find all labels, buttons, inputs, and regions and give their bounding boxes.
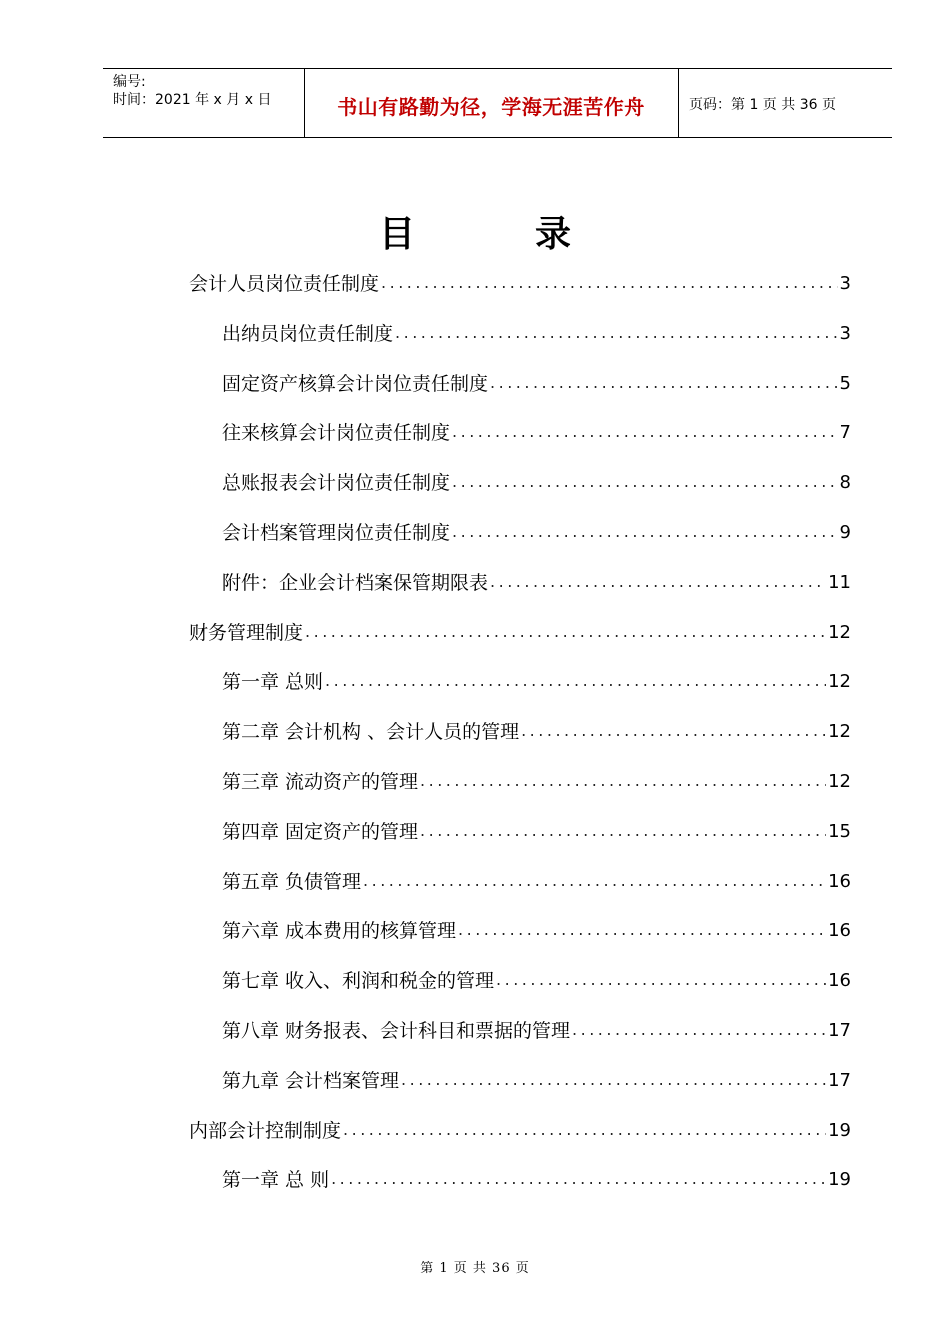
toc-entry[interactable] [222,1166,851,1194]
toc-entry[interactable] [222,818,851,846]
toc-leader-dots [452,420,838,444]
header-table [103,68,892,138]
toc-leader-dots [325,669,826,693]
number-label: 编号: [113,74,146,90]
toc-leader-dots [363,869,826,893]
toc-leader-dots [452,520,838,544]
toc-leader-dots [331,1167,826,1191]
toc-entry[interactable] [222,469,851,497]
toc-entry-page: 5 [839,373,851,394]
toc-leader-dots [420,819,826,843]
toc-entry-title: 第八章 财务报表、会计科目和票据的管理 [222,1020,571,1042]
toc-entry[interactable] [189,1117,851,1145]
toc-entry-page: 19 [828,1120,851,1141]
toc-entry-page: 15 [828,821,851,842]
toc-entry-page: 11 [828,572,851,593]
header-left-cell [103,69,305,137]
toc-entry-title: 第三章 流动资产的管理 [222,771,419,793]
toc-entry-page: 12 [828,671,851,692]
header-center-cell [304,69,679,137]
toc-entry-title: 第一章 总 则 [222,1169,330,1191]
page-info: 页码：第 1 页 共 36 页 [689,97,836,113]
toc-entry-page: 17 [828,1020,851,1041]
page-footer: 第 1 页 共 36 页 [420,1261,530,1276]
toc-entry-page: 16 [828,970,851,991]
toc-entry[interactable] [222,917,851,945]
toc-entry-page: 17 [828,1070,851,1091]
toc-entry-page: 16 [828,920,851,941]
toc-entry-title: 内部会计控制制度 [189,1120,342,1142]
toc-entry-title: 第九章 会计档案管理 [222,1070,400,1092]
toc-entry[interactable] [189,270,851,298]
toc-entry-page: 3 [839,323,851,344]
toc-entry[interactable] [222,519,851,547]
title-char-2: 录 [535,214,572,255]
toc-entry-title: 往来核算会计岗位责任制度 [222,422,451,444]
toc-entry-title: 财务管理制度 [189,622,304,644]
toc-entry-page: 7 [839,422,851,443]
toc-entry[interactable] [222,419,851,447]
toc-entry-page: 12 [828,721,851,742]
time-label: 时间：2021 年 x 月 x 日 [113,92,272,108]
toc-entry-title: 第六章 成本费用的核算管理 [222,920,457,942]
toc-entry[interactable] [222,320,851,348]
header-right-cell [679,69,892,137]
toc-leader-dots [343,1118,826,1142]
toc-entry[interactable] [222,370,851,398]
toc-leader-dots [521,719,826,743]
toc-leader-dots [496,968,826,992]
title-char-1: 目 [378,214,415,255]
toc-leader-dots [381,271,838,295]
toc-leader-dots [572,1018,826,1042]
toc-entry[interactable] [222,768,851,796]
toc-entry-title: 第四章 固定资产的管理 [222,821,419,843]
toc-leader-dots [452,470,838,494]
toc-leader-dots [401,1068,826,1092]
toc-entry-title: 第五章 负债管理 [222,871,362,893]
toc-entry-page: 9 [839,522,851,543]
toc-entry-page: 8 [839,472,851,493]
toc-entry-page: 16 [828,871,851,892]
toc-entry[interactable] [222,1017,851,1045]
page-title [0,210,950,260]
toc-entry-title: 第一章 总则 [222,671,324,693]
toc-entry-title: 附件：企业会计档案保管期限表 [222,572,489,594]
toc-entry-page: 12 [828,622,851,643]
toc-leader-dots [395,321,838,345]
toc-entry-page: 19 [828,1169,851,1190]
toc-entry-page: 3 [839,273,851,294]
toc-entry-title: 出纳员岗位责任制度 [222,323,394,345]
toc-entry-title: 会计档案管理岗位责任制度 [222,522,451,544]
toc-leader-dots [490,570,826,594]
toc-entry-title: 会计人员岗位责任制度 [189,273,380,295]
toc-entry[interactable] [222,868,851,896]
toc-entry[interactable] [189,619,851,647]
toc-entry-title: 固定资产核算会计岗位责任制度 [222,373,489,395]
toc-entry-title: 第七章 收入、利润和税金的管理 [222,970,495,992]
toc-entry-title: 第二章 会计机构 、会计人员的管理 [222,721,520,743]
toc-leader-dots [458,918,826,942]
toc-entry-title: 总账报表会计岗位责任制度 [222,472,451,494]
toc-entry[interactable] [222,1067,851,1095]
toc-entry-page: 12 [828,771,851,792]
toc-leader-dots [305,620,826,644]
toc-entry[interactable] [222,967,851,995]
toc-entry[interactable] [222,668,851,696]
toc-leader-dots [490,371,838,395]
toc-entry[interactable] [222,718,851,746]
toc-leader-dots [420,769,826,793]
toc-entry[interactable] [222,569,851,597]
motto-text: 书山有路勤为径，学海无涯苦作舟 [337,95,645,119]
